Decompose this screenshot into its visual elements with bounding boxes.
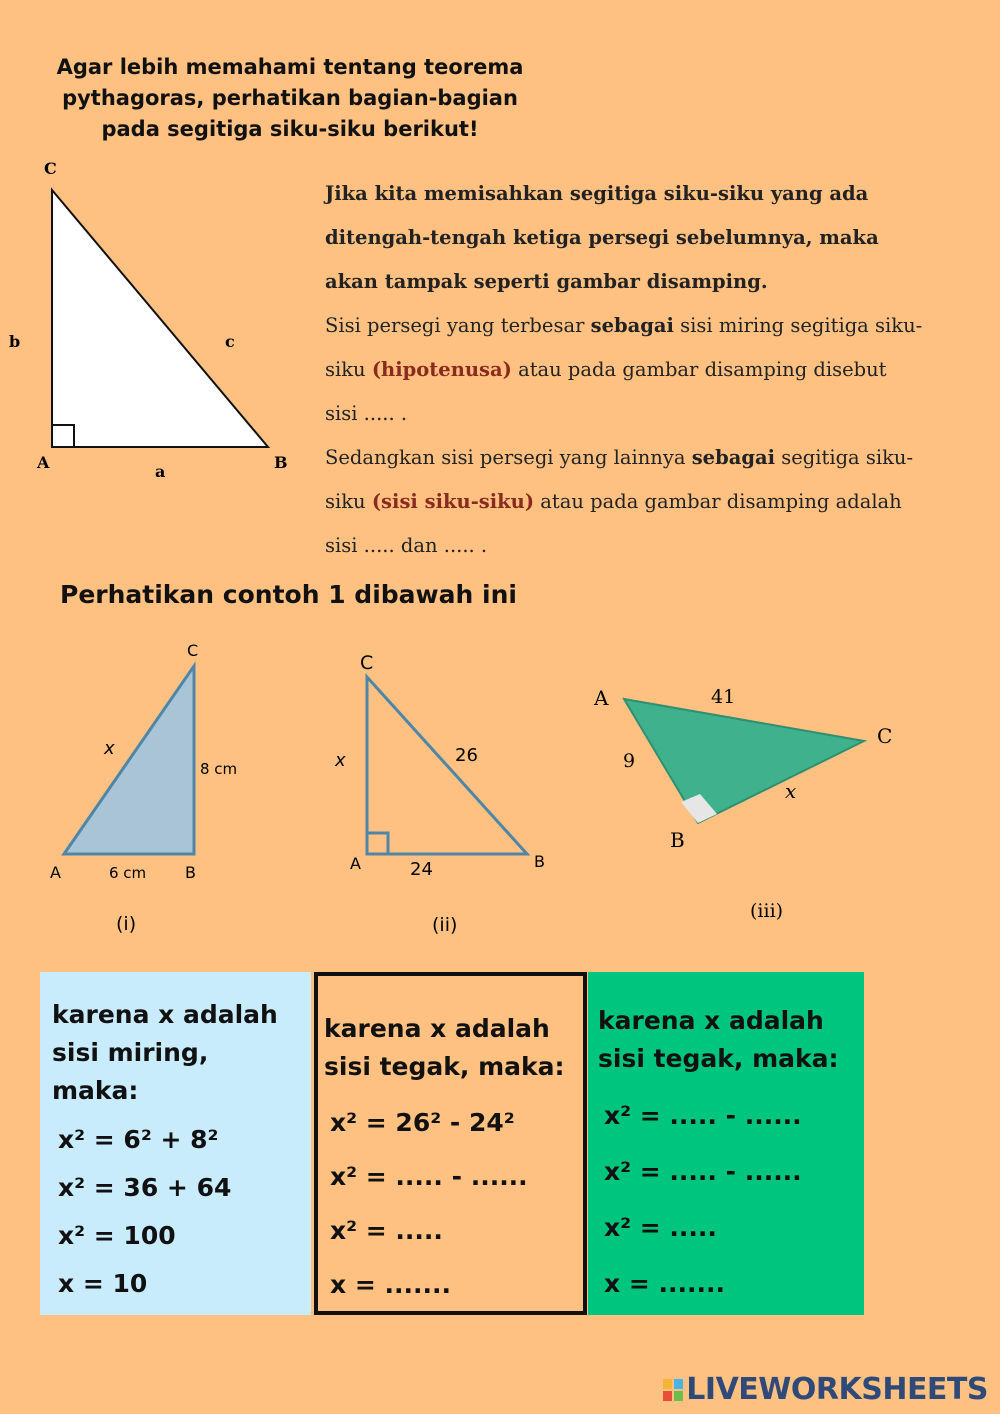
box3-head-2: sisi tegak, maka: (598, 1044, 839, 1073)
vertex-c-label: C (44, 159, 57, 178)
fig1-caption: (i) (116, 913, 137, 935)
intro-line-3: pada segitiga siku-siku berikut! (101, 117, 479, 141)
main-triangle-figure (0, 150, 300, 490)
fig3-vertex-b: B (670, 828, 685, 852)
example-heading: Perhatikan contoh 1 dibawah ini (60, 580, 517, 609)
box2-eq-4[interactable]: x = ....... (330, 1270, 451, 1299)
hipotenusa-term: (hipotenusa) (371, 358, 512, 381)
fig1-vertex-b: B (185, 863, 196, 882)
box1-eq-4: x = 10 (58, 1269, 148, 1298)
para-line-6: sisi ..... . (325, 402, 408, 425)
fig1-side-cb: 8 cm (200, 760, 238, 778)
fig2-hyp-label: 26 (455, 745, 478, 766)
figure-i (40, 630, 280, 940)
fig2-vertex-a: A (350, 854, 361, 873)
box3-eq-2[interactable]: x² = ..... - ...... (604, 1157, 802, 1186)
fig2-vertex-b: B (534, 852, 545, 871)
para-text: sisi miring segitiga siku- (673, 314, 923, 337)
fig3-top-label: 41 (711, 686, 736, 708)
para-text: atau pada gambar disamping adalah (534, 490, 902, 513)
side-a-label: a (155, 462, 166, 481)
sisi-siku-siku-term: (sisi siku-siku) (371, 490, 535, 513)
box2-head-1: karena x adalah (324, 1014, 550, 1043)
triangle-iii (624, 699, 864, 823)
vertex-b-label: B (274, 453, 288, 472)
para-line-5 (325, 348, 975, 392)
fig2-caption: (ii) (432, 914, 458, 936)
fig1-vertex-c: C (187, 641, 199, 660)
para-line-2: ditengah-tengah ketiga persegi sebelumnya, maka (325, 226, 879, 249)
solution-box-iii (588, 972, 864, 1315)
box1-head-2: sisi miring, (52, 1038, 209, 1067)
para-text: siku (325, 490, 372, 513)
intro-text (40, 52, 540, 145)
fig3-caption: (iii) (750, 900, 784, 922)
box3-eq-4[interactable]: x = ....... (604, 1269, 725, 1298)
figure-iii (580, 675, 910, 935)
fig3-vertex-c: C (877, 724, 893, 748)
triangle-ii (367, 677, 527, 854)
fig2-x-label: x (335, 750, 346, 771)
box2-eq-3[interactable]: x² = ..... (330, 1216, 443, 1245)
fig3-left-label: 9 (623, 750, 636, 772)
para-text: segitiga siku- (775, 446, 914, 469)
intro-line-2: pythagoras, perhatikan bagian-bagian (62, 86, 518, 110)
box2-eq-1: x² = 26² - 24² (330, 1108, 515, 1137)
box1-eq-1: x² = 6² + 8² (58, 1125, 219, 1154)
fig3-vertex-a: A (594, 686, 609, 710)
intro-line-1: Agar lebih memahami tentang teorema (56, 55, 524, 79)
side-c-label: c (225, 332, 235, 351)
para-line-1: Jika kita memisahkan segitiga siku-siku yang ada (325, 182, 869, 205)
box3-eq-1[interactable]: x² = ..... - ...... (604, 1101, 802, 1130)
box2-head-2: sisi tegak, maka: (324, 1052, 565, 1081)
box1-eq-3: x² = 100 (58, 1221, 176, 1250)
right-angle-mark (367, 833, 388, 854)
main-triangle (52, 190, 268, 447)
explanation-paragraph (325, 172, 975, 568)
para-text: siku (325, 358, 372, 381)
box1-head-3: maka: (52, 1076, 139, 1105)
fig2-base-label: 24 (410, 859, 433, 880)
solution-box-i (40, 972, 311, 1315)
fig2-vertex-c: C (360, 652, 374, 674)
para-bold: sebagai (691, 446, 776, 469)
figure-ii (320, 645, 560, 945)
para-text: Sisi persegi yang terbesar (325, 314, 591, 337)
liveworksheets-logo[interactable] (663, 1372, 988, 1407)
para-line-9: sisi ..... dan ..... . (325, 534, 488, 557)
vertex-a-label: A (37, 453, 50, 472)
para-line-8 (325, 480, 975, 524)
para-text: Sedangkan sisi persegi yang lainnya (325, 446, 692, 469)
fig1-vertex-a: A (50, 863, 61, 882)
logo-text: LIVEWORKSHEETS (686, 1372, 988, 1407)
box1-head-1: karena x adalah (52, 1000, 278, 1029)
box2-eq-2[interactable]: x² = ..... - ...... (330, 1162, 528, 1191)
para-text: atau pada gambar disamping disebut (511, 358, 887, 381)
triangle-i (64, 666, 194, 854)
fig3-x-label: x (785, 779, 797, 803)
fig1-x-label: x (104, 738, 115, 759)
para-line-4 (325, 304, 975, 348)
box3-eq-3[interactable]: x² = ..... (604, 1213, 717, 1242)
para-bold: sebagai (590, 314, 674, 337)
para-line-7 (325, 436, 975, 480)
fig1-side-ab: 6 cm (109, 864, 147, 882)
solution-box-ii (314, 972, 587, 1315)
box1-eq-2: x² = 36 + 64 (58, 1173, 232, 1202)
box3-head-1: karena x adalah (598, 1006, 824, 1035)
liveworksheets-logo-icon (663, 1379, 683, 1401)
para-line-3: akan tampak seperti gambar disamping. (325, 270, 768, 293)
side-b-label: b (9, 332, 21, 351)
